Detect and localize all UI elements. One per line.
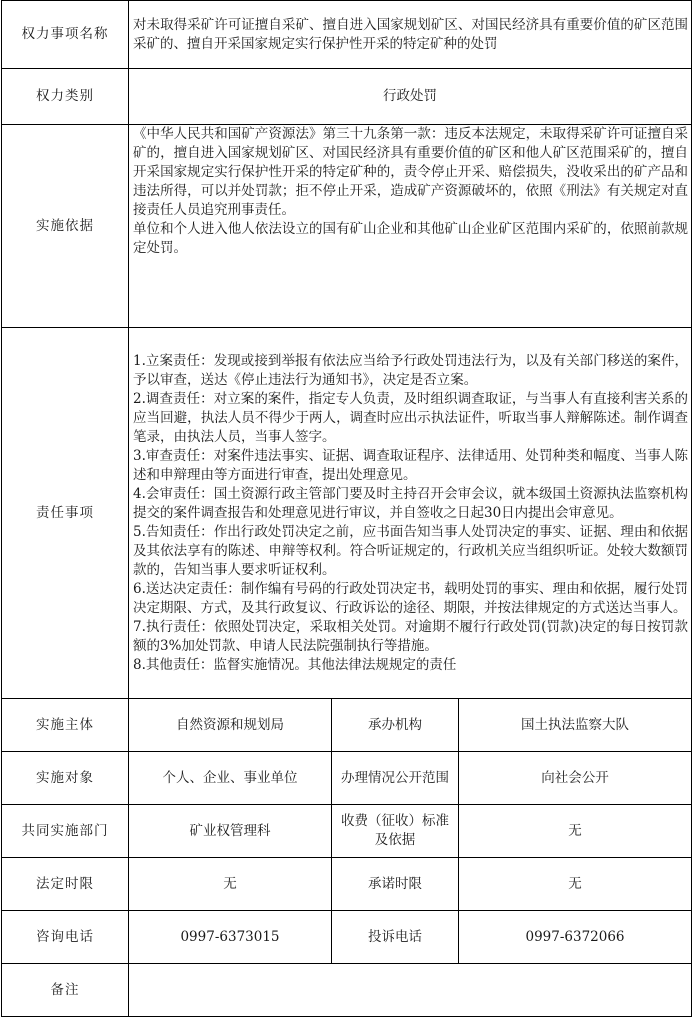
row-limit: [2, 858, 692, 911]
fee-standard-value: 无: [459, 805, 692, 858]
basis-content: [129, 125, 692, 328]
item-name-label: 权力事项名称: [2, 1, 129, 69]
basis-paragraph: 《中华人民共和国矿产资源法》第三十九条第一款：违反本法规定，未取得采矿许可证擅自采矿的，擅自进入国家规划矿区、对国民经济具有重要价值的矿区和他人矿区范围采矿的，擅自开采国家规定实行保护性开采的特定矿种的，责令停止开采、赔偿损失，没收采出的矿产品和违法所得，可以并处罚款；拒不停止开采，造成矿产资源破坏的，依照《刑法》有关规定对直接责任人员追究刑事责任。: [133, 126, 689, 218]
complaint-phone-value: 0997-6372066: [459, 911, 692, 964]
joint-dept-label: 共同实施部门: [2, 805, 129, 858]
fee-standard-label: 收费（征收）标准及依据: [332, 805, 459, 858]
duty-item: 6.送达决定责任：制作编有号码的行政处罚决定书，载明处罚的事实、理由和依据，履行处罚决定期限、方式，及其行政复议、行政诉讼的途径、期限，并按法律规定的方式送达当事人。: [133, 580, 689, 616]
duties-content: [129, 328, 692, 699]
item-name-value: 对未取得采矿许可证擅自采矿、擅自进入国家规划矿区、对国民经济具有重要价值的矿区范围采矿的、擅自开采国家规定实行保护性开采的特定矿种的处罚: [129, 1, 692, 69]
power-item-table: [1, 0, 692, 1017]
legal-limit-label: 法定时限: [2, 858, 129, 911]
subject-value: 自然资源和规划局: [129, 699, 332, 752]
target-value: 个人、企业、事业单位: [129, 752, 332, 805]
duty-item: 4.会审责任：国土资源行政主管部门要及时主持召开会审会议，就本级国土资源执法监察机构提交的案件调查报告和处理意见进行审议，并自签收之日起30日内提出会审意见。: [133, 485, 689, 521]
duties-label: 责任事项: [2, 328, 129, 699]
target-label: 实施对象: [2, 752, 129, 805]
row-duties: [2, 328, 692, 699]
complaint-phone-label: 投诉电话: [332, 911, 459, 964]
organizer-value: 国土执法监察大队: [459, 699, 692, 752]
promised-limit-label: 承诺时限: [332, 858, 459, 911]
organizer-label: 承办机构: [332, 699, 459, 752]
row-target: [2, 752, 692, 805]
disclosure-scope-value: 向社会公开: [459, 752, 692, 805]
duty-item: 7.执行责任：依照处罚决定，采取相关处罚。对逾期不履行行政处罚(罚款)决定的每日按罚款额的3%加处罚款、申请人民法院强制执行等措施。: [133, 618, 689, 654]
row-category: [2, 69, 692, 125]
category-value: 行政处罚: [129, 69, 692, 125]
duty-item: 8.其他责任：监督实施情况。其他法律法规规定的责任: [133, 656, 457, 673]
row-item-name: [2, 1, 692, 69]
legal-limit-value: 无: [129, 858, 332, 911]
remark-label: 备注: [2, 964, 129, 1017]
consult-phone-value: 0997-6373015: [129, 911, 332, 964]
row-basis: [2, 125, 692, 328]
subject-label: 实施主体: [2, 699, 129, 752]
consult-phone-label: 咨询电话: [2, 911, 129, 964]
joint-dept-value: 矿业权管理科: [129, 805, 332, 858]
basis-paragraph: 单位和个人进入他人依法设立的国有矿山企业和其他矿山企业矿区范围内采矿的，依照前款规定处罚。: [133, 221, 689, 256]
disclosure-scope-label: 办理情况公开范围: [332, 752, 459, 805]
row-dept: [2, 805, 692, 858]
duty-item: 3.审查责任：对案件违法事实、证据、调查取证程序、法律适用、处罚种类和幅度、当事人陈述和申辩理由等方面进行审查，提出处理意见。: [133, 447, 689, 483]
category-label: 权力类别: [2, 69, 129, 125]
basis-label: 实施依据: [2, 125, 129, 328]
row-remark: [2, 964, 692, 1017]
duty-item: 2.调查责任：对立案的案件，指定专人负责，及时组织调查取证，与当事人有直接利害关系的应当回避，执法人员不得少于两人，调查时应出示执法证件，听取当事人辩解陈述。制作调查笔录，由执法人员，当事人签字。: [133, 390, 689, 445]
row-phone: [2, 911, 692, 964]
remark-value: [129, 964, 692, 1017]
row-subject: [2, 699, 692, 752]
duty-item: 5.告知责任：作出行政处罚决定之前，应书面告知当事人处罚决定的事实、证据、理由和依据及其依法享有的陈述、申辩等权利。符合听证规定的，行政机关应当组织听证。处较大数额罚款的，告知当事人要求听证权利。: [133, 523, 689, 578]
duty-item: 1.立案责任：发现或接到举报有依法应当给予行政处罚违法行为，以及有关部门移送的案件，予以审查，送达《停止违法行为通知书》，决定是否立案。: [133, 352, 689, 388]
promised-limit-value: 无: [459, 858, 692, 911]
